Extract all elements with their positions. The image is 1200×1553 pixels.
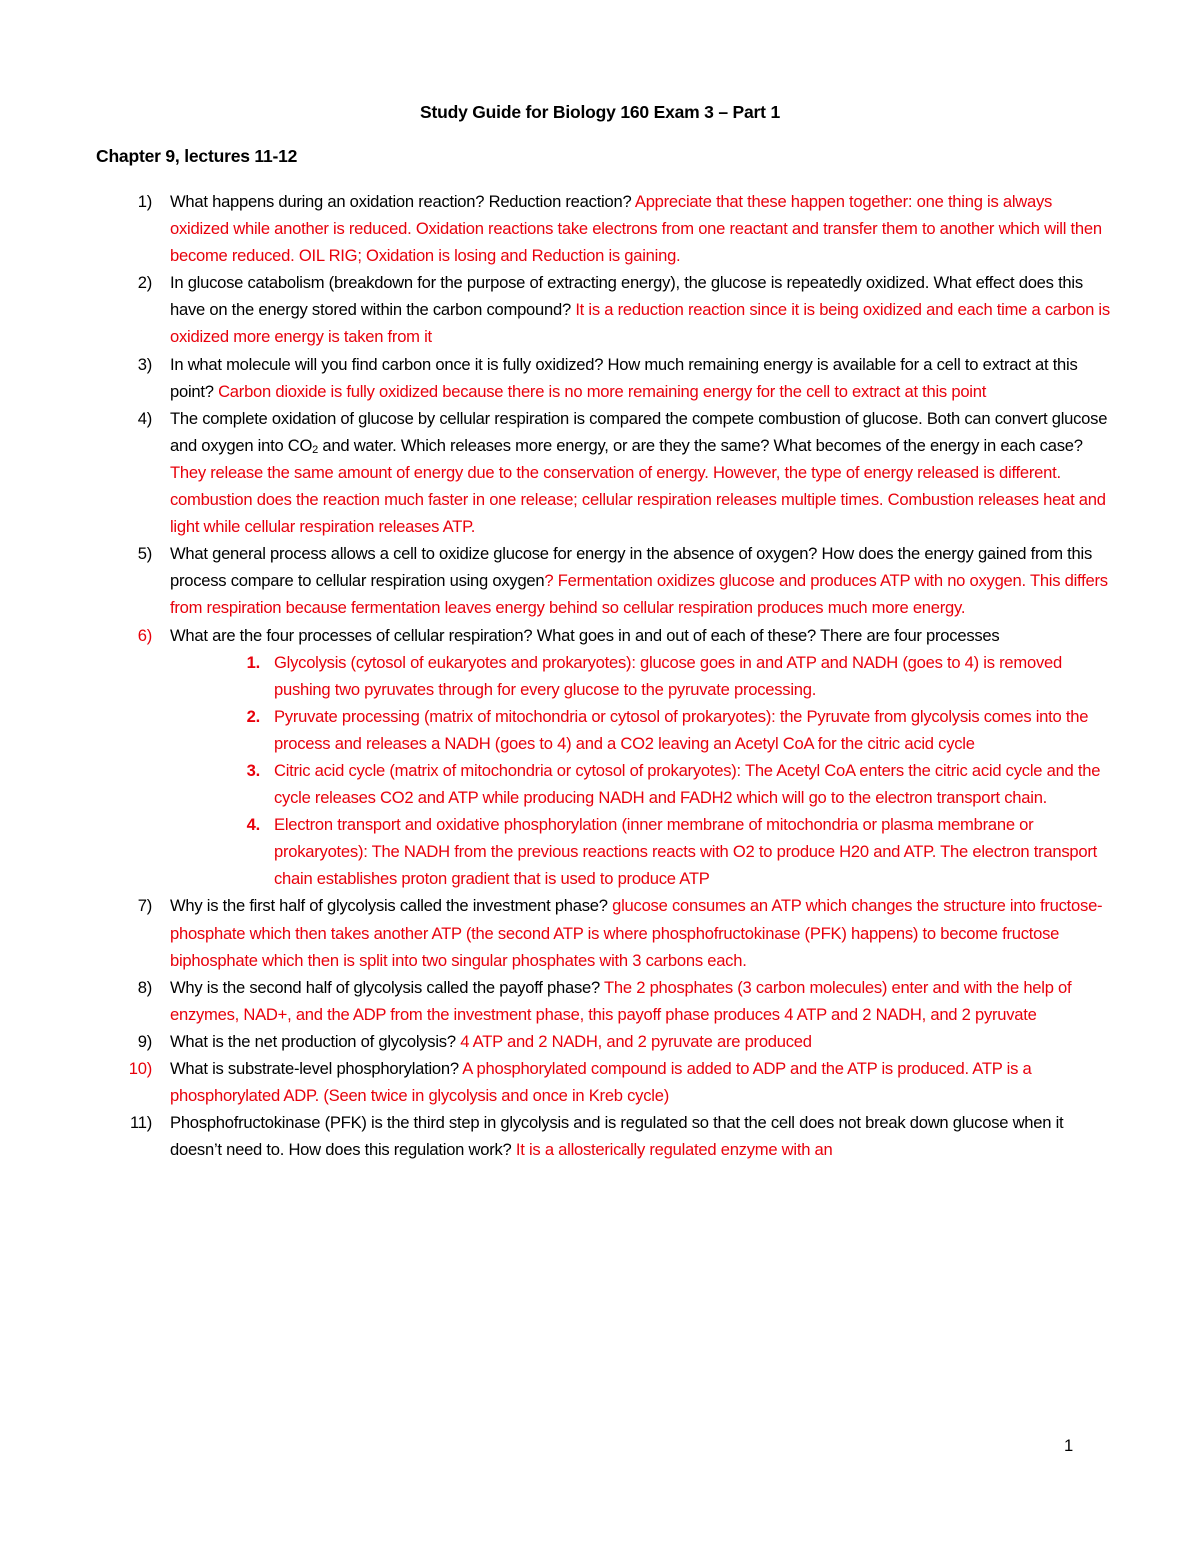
answer-text: A phosphorylated compound is added to ADP and the ATP is produced. ATP is a phosphorylated ADP. (Seen twice in glycolysis and once in Kreb cycle) — [170, 1059, 1032, 1106]
question-number: 3) — [137, 354, 152, 374]
answer-text: glucose consumes an ATP which changes the structure into fructose-phosphate which then takes another ATP (the second ATP is where phosphofructokinase (PFK) happens) to become fructose biphosphate which then is split into two singular phosphates with 3 carbons each. — [170, 896, 1103, 970]
question-item — [0, 622, 1110, 649]
process-item — [0, 649, 1114, 703]
question-text: What happens during an oxidation reaction? Reduction reaction? — [170, 192, 635, 211]
process-text: Pyruvate processing (matrix of mitochondria or cytosol of prokaryotes): the Pyruvate from glycolysis comes into the process and releases a NADH (goes to 4) and a CO2 leaving an Acetyl CoA for the citric acid cycle — [274, 706, 1089, 753]
question-item — [0, 351, 1110, 405]
question-text: In what molecule will you find carbon once it is fully oxidized? How much remaining energy is available for a cell to extract at this point? — [170, 354, 1078, 401]
question-text: Why is the second half of glycolysis called the payoff phase? — [170, 977, 605, 997]
chapter-heading: Chapter 9, lectures 11-12 — [96, 146, 298, 166]
question-number: 7) — [137, 896, 152, 916]
question-item — [0, 405, 1110, 540]
question-list — [0, 188, 1200, 1163]
question-number: 2) — [137, 273, 152, 293]
question-text: What general process allows a cell to oxidize glucose for energy in the absence of oxygen? How does the energy gained from this process compare to cellular respiration using oxygen — [170, 544, 1093, 591]
question-text: and water. Which releases more energy, or are they the same? What becomes of the energy in each case? — [318, 435, 1083, 455]
question-text: The complete oxidation of glucose by cellular respiration is compared the compete combustion of glucose. Both can convert glucose and oxygen into CO — [170, 408, 1108, 455]
process-item — [0, 757, 1114, 811]
question-text: Why is the first half of glycolysis called the investment phase? — [170, 896, 613, 916]
question-item — [0, 974, 1110, 1028]
process-text: Citric acid cycle (matrix of mitochondria or cytosol of prokaryotes): The Acetyl CoA enters the citric acid cycle and the cycle releases CO2 and ATP while producing NADH and FADH2 which will go to the electron transport chain. — [274, 760, 1101, 808]
question-item — [0, 1109, 1110, 1163]
question-item — [0, 1028, 1110, 1055]
question-item — [0, 892, 1110, 973]
question-number: 10) — [128, 1059, 152, 1078]
question-number: 5) — [137, 544, 152, 564]
process-text: Electron transport and oxidative phosphorylation (inner membrane of mitochondria or plasma membrane or prokaryotes): The NADH from the previous reactions reacts with O2 to produce H20 and ATP. The electron transport chain establishes proton gradient that is used to produce ATP — [274, 815, 1097, 889]
page-title: Study Guide for Biology 160 Exam 3 – Part 1 — [420, 102, 780, 122]
question-number: 9) — [137, 1031, 152, 1051]
process-number: 2. — [246, 706, 260, 726]
answer-text: It is a allosterically regulated enzyme with an — [515, 1140, 833, 1160]
answer-text: 4 ATP and 2 NADH, and 2 pyruvate are produced — [460, 1031, 812, 1051]
process-item — [0, 811, 1114, 892]
question-item — [0, 540, 1110, 621]
question-number: 8) — [137, 977, 152, 997]
process-text: Glycolysis (cytosol of eukaryotes and prokaryotes): glucose goes in and ATP and NADH (goes to 4) is removed pushing two pyruvates through for every glucose to the pyruvate processing. — [274, 652, 1062, 699]
subscript: 2 — [312, 443, 319, 456]
process-number: 1. — [246, 652, 260, 672]
question-item — [0, 269, 1110, 350]
question-text: Phosphofructokinase (PFK) is the third step in glycolysis and is regulated so that the cell does not break down glucose when it doesn’t need to. How does this regulation work? — [170, 1113, 1064, 1160]
question-number: 11) — [129, 1113, 152, 1133]
question-text: In glucose catabolism (breakdown for the purpose of extracting energy), the glucose is repeatedly oxidized. What effect does this have on the energy stored within the carbon compound? — [170, 273, 1083, 320]
process-number: 4. — [246, 815, 260, 835]
question-item — [0, 1055, 1110, 1109]
answer-text: They release the same amount of energy due to the conservation of energy. However, the type of energy released is different. combustion does the reaction much faster in one release; cellular respiration releases multiple times. Combustion releases heat and light while cellular respiration releases ATP. — [170, 462, 1106, 537]
answer-text: Appreciate that these happen together: one thing is always oxidized while another is reduced. Oxidation reactions take electrons from one reactant and transfer them to another which will then become reduced. OIL RIG; Oxidation is losing and Reduction is gaining. — [170, 192, 1102, 266]
answer-text: Carbon dioxide is fully oxidized because there is no more remaining energy for the cell to extract at this point — [218, 381, 987, 401]
question-text: What is the net production of glycolysis? — [170, 1031, 461, 1051]
question-number: 4) — [137, 408, 152, 428]
question-item — [0, 188, 1110, 269]
process-item — [0, 703, 1114, 757]
page-number: 1 — [1064, 1436, 1074, 1455]
question-text: What are the four processes of cellular respiration? What goes in and out of each of these? There are four processes — [170, 625, 1000, 645]
answer-text: It is a reduction reaction since it is being oxidized and each time a carbon is oxidized more energy is taken from it — [170, 300, 1110, 347]
question-number: 1) — [137, 192, 152, 211]
answer-text: The 2 phosphates (3 carbon molecules) enter and with the help of enzymes, NAD+, and the ADP from the investment phase, this payoff phase produces 4 ATP and 2 NADH, and 2 pyruvate — [170, 977, 1072, 1024]
question-number: 6) — [137, 625, 152, 645]
process-number: 3. — [246, 760, 260, 780]
question-text: What is substrate-level phosphorylation? — [170, 1059, 463, 1078]
answer-text: ? Fermentation oxidizes glucose and produces ATP with no oxygen. This differs from respiration because fermentation leaves energy behind so cellular respiration produces much more energy. — [170, 571, 1108, 618]
